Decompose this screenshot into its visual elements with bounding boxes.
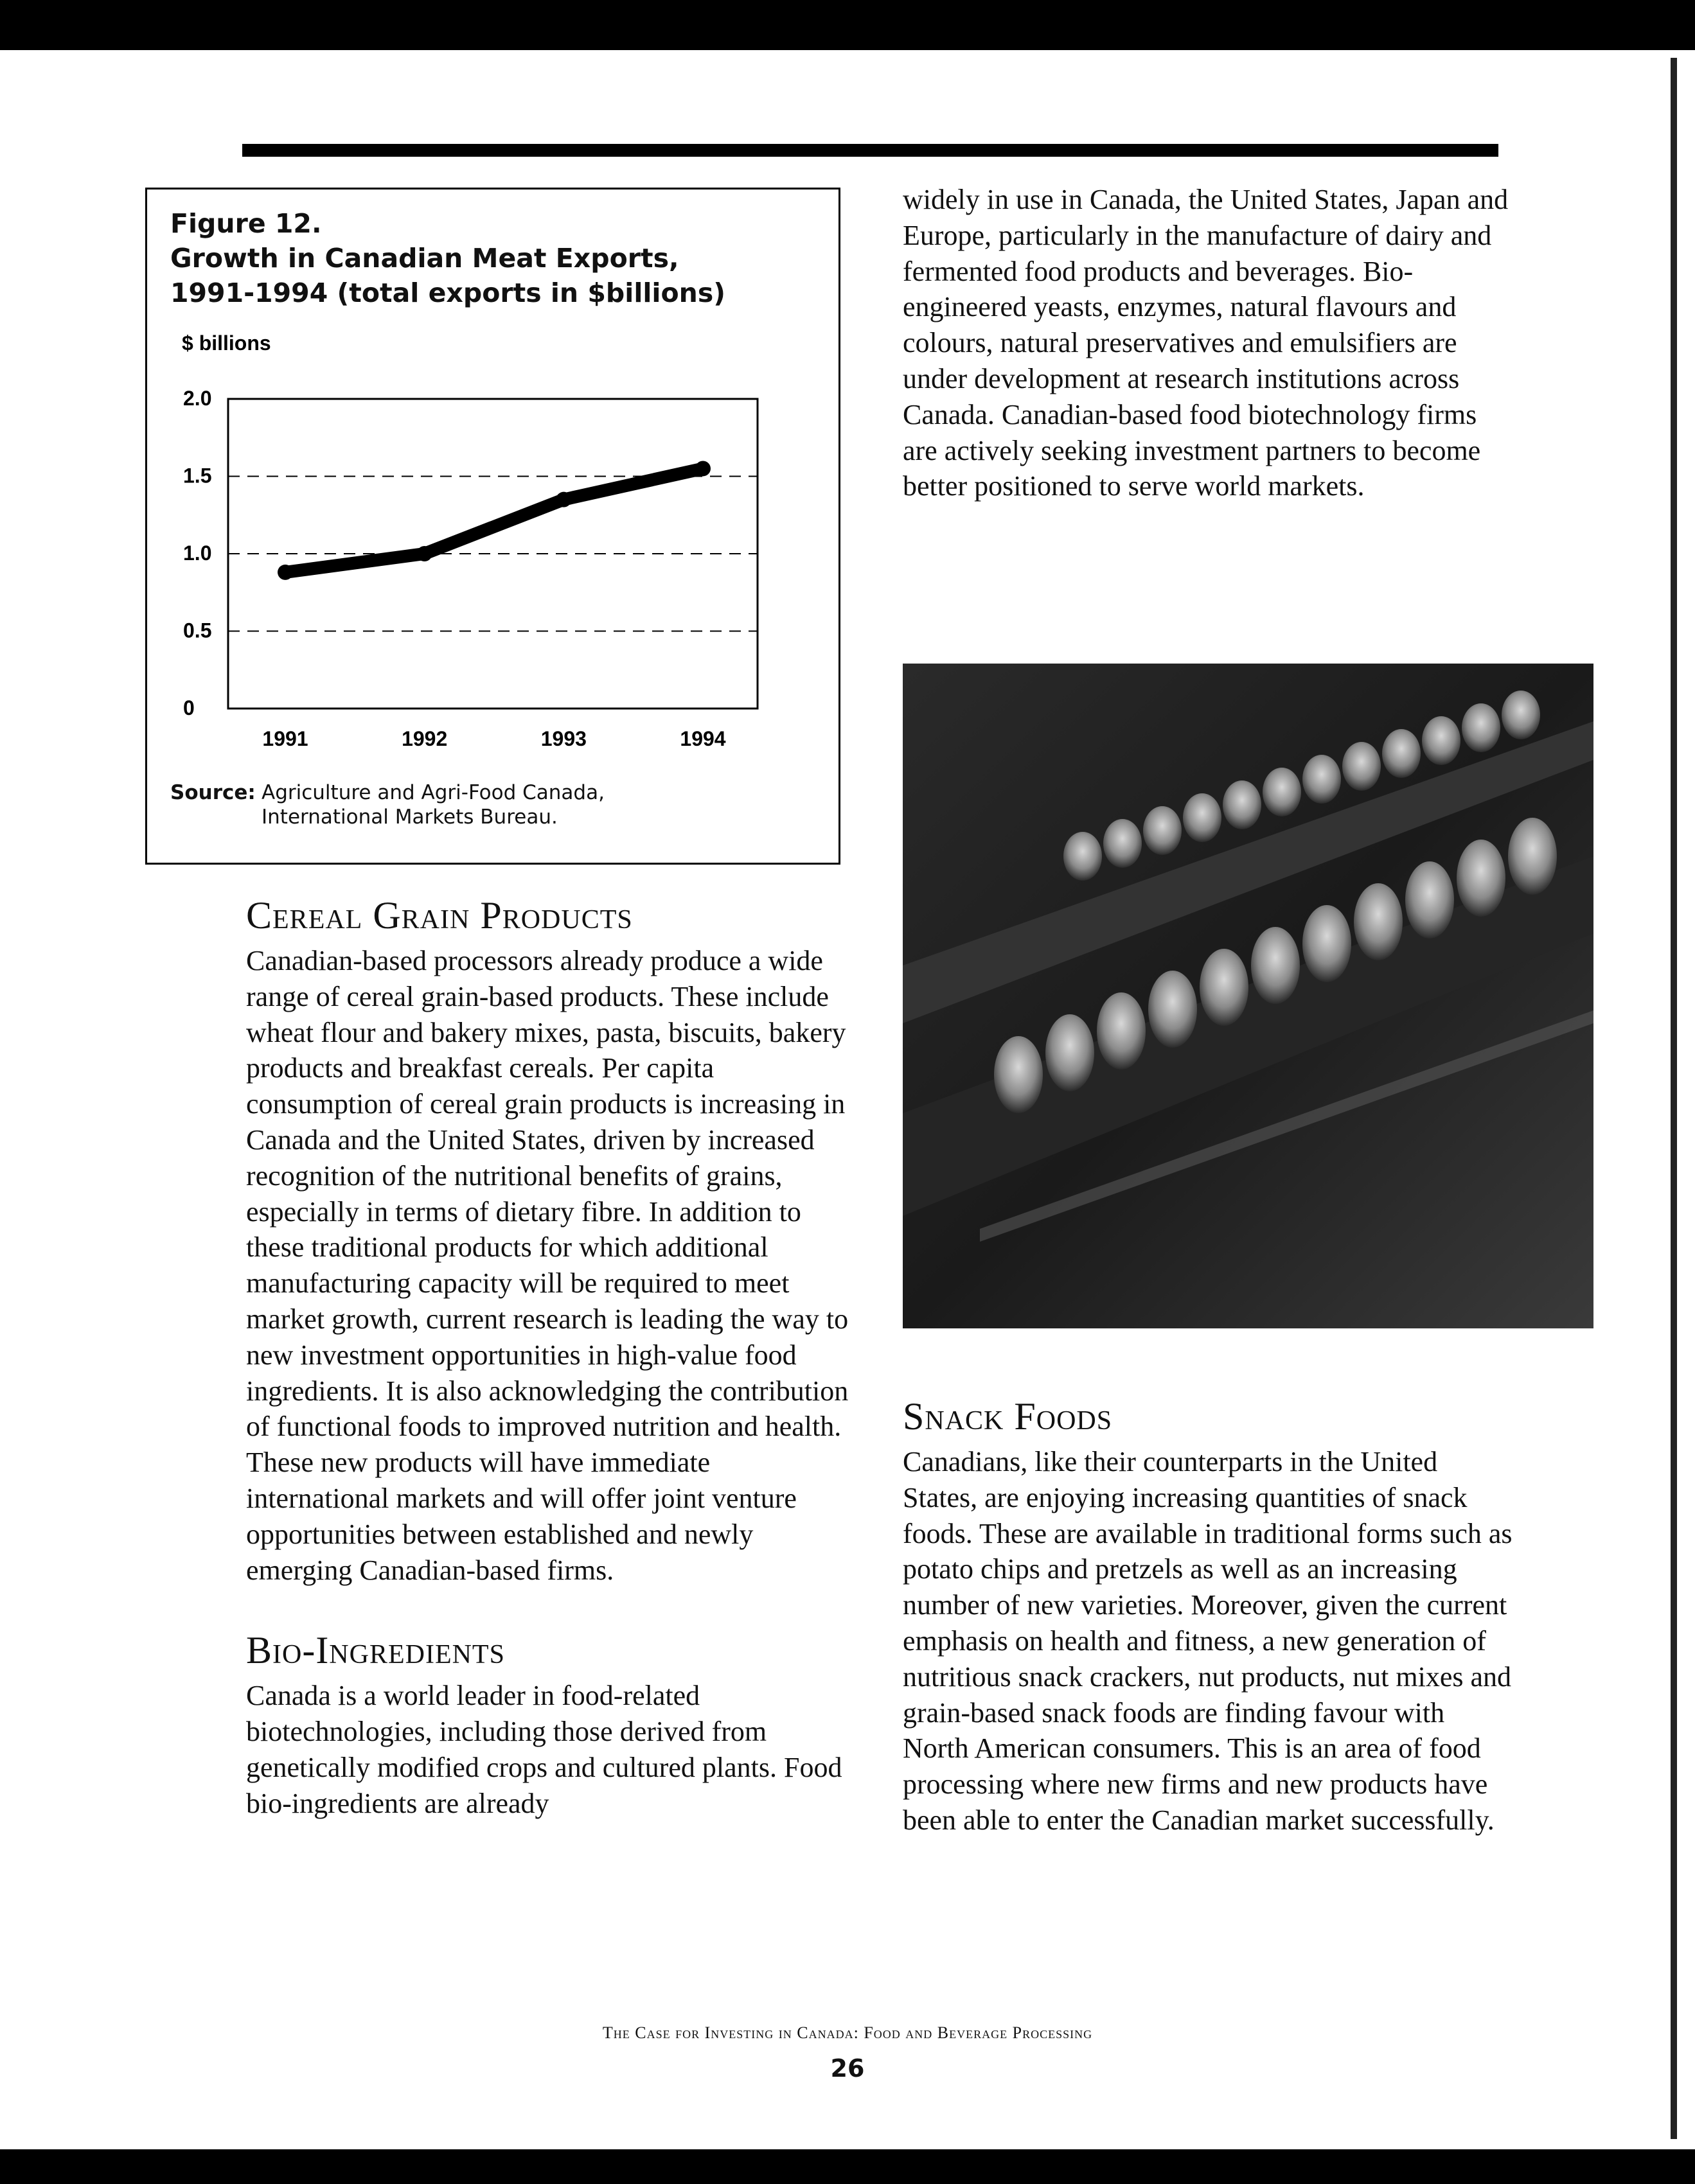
photo-illustration [903,664,1593,1328]
y-tick-label-3: 0.5 [183,619,212,642]
y-axis-label: $ billions [182,331,271,355]
snack-body: Canadians, like their counterparts in the United States, are enjoying increasing quantities of snack foods. These are available in traditional forms such as potato chips and pretzels as well as an increasing number of new varieties. Moreover, given the current emphasis on health and fitness, a new generation of nutritious snack crackers, nut products, nut mixes and grain-based snack foods are finding favour with North American consumers. This is an area of food processing where new firms and new products have been able to enter the Canadian market successfully. [903,1446,1513,1836]
heading-cereal-grain-products: Cereal Grain Products [246,894,633,937]
figure-label: Figure 12. [170,208,322,239]
right-column-top [903,182,1513,504]
left-column [246,893,856,1822]
data-point-1994 [695,461,711,476]
series-line [285,468,703,572]
series-group [278,461,711,579]
scan-border-top [0,0,1695,50]
bread-loaves-photo [903,664,1593,1328]
gridlines [228,477,758,631]
page-number: 26 [830,2054,865,2083]
bio-body: Canada is a world leader in food-related biotechnologies, including those derived from genetically modified crops and cultured plants. Food bio-ingredients are already [246,1680,842,1819]
meat-exports-chart [147,312,839,768]
figure-title [170,206,826,310]
y-tick-label-2: 1.0 [183,542,212,565]
header-rule [242,144,1498,157]
source-text [262,780,605,829]
y-tick-labels [183,387,211,719]
source-line2: International Markets Bureau. [262,806,558,829]
y-tick-label-0: 2.0 [183,387,212,410]
data-point-1992 [417,546,432,561]
heading-bio-ingredients: Bio-Ingredients [246,1629,505,1672]
right-column-bottom [903,1394,1513,1838]
y-tick-label-1: 1.5 [183,464,212,488]
x-tick-labels [262,727,725,750]
figure-source [170,780,605,829]
x-tick-label-1992: 1992 [402,727,448,750]
footer-title: The Case for Investing in Canada: Food and Beverage Processing [602,2023,1093,2042]
y-tick-label-4: 0 [183,696,195,719]
figure-title-line1: Growth in Canadian Meat Exports, [170,243,679,274]
x-tick-label-1993: 1993 [540,727,587,750]
bio-continued-body: widely in use in Canada, the United States, Japan and Europe, particularly in the manufacture of dairy and fermented food products and beverages. Bio-engineered yeasts, enzymes, natural flavours and colours, natural preservatives and emulsifiers are under development at research institutions across Canada. Canadian-based food biotechnology firms are actively seeking investment partners to become better positioned to serve world markets. [903,184,1509,502]
data-point-1993 [556,492,571,507]
scan-border-right [1671,58,1677,2139]
cereal-body: Canadian-based processors already produce a wide range of cereal grain-based products. These include wheat flour and bakery mixes, pasta, biscuits, bakery products and breakfast cereals. Per capita consumption of cereal grain products is increasing in Canada and the United States, driven by increased recognition of the nutritional benefits of grains, especially in terms of dietary fibre. In addition to these traditional products for which additional manufacturing capacity will be required to meet market growth, current research is leading the way to new investment opportunities in high-value food ingredients. It is also acknowledging the contribution of functional foods to improved nutrition and health. These new products will have immediate international markets and will offer joint venture opportunities between established and newly emerging Canadian-based firms. [246,945,849,1586]
source-line1: Agriculture and Agri-Food Canada, [262,781,605,804]
scan-border-bottom [0,2149,1695,2184]
page-footer [0,2023,1695,2083]
figure-title-line2: 1991-1994 (total exports in $billions) [170,277,725,308]
heading-snack-foods: Snack Foods [903,1395,1113,1438]
x-tick-label-1994: 1994 [680,727,726,750]
source-label: Source: [170,781,256,804]
data-point-1991 [278,565,293,580]
x-tick-label-1991: 1991 [262,727,308,750]
figure-12 [145,188,840,865]
